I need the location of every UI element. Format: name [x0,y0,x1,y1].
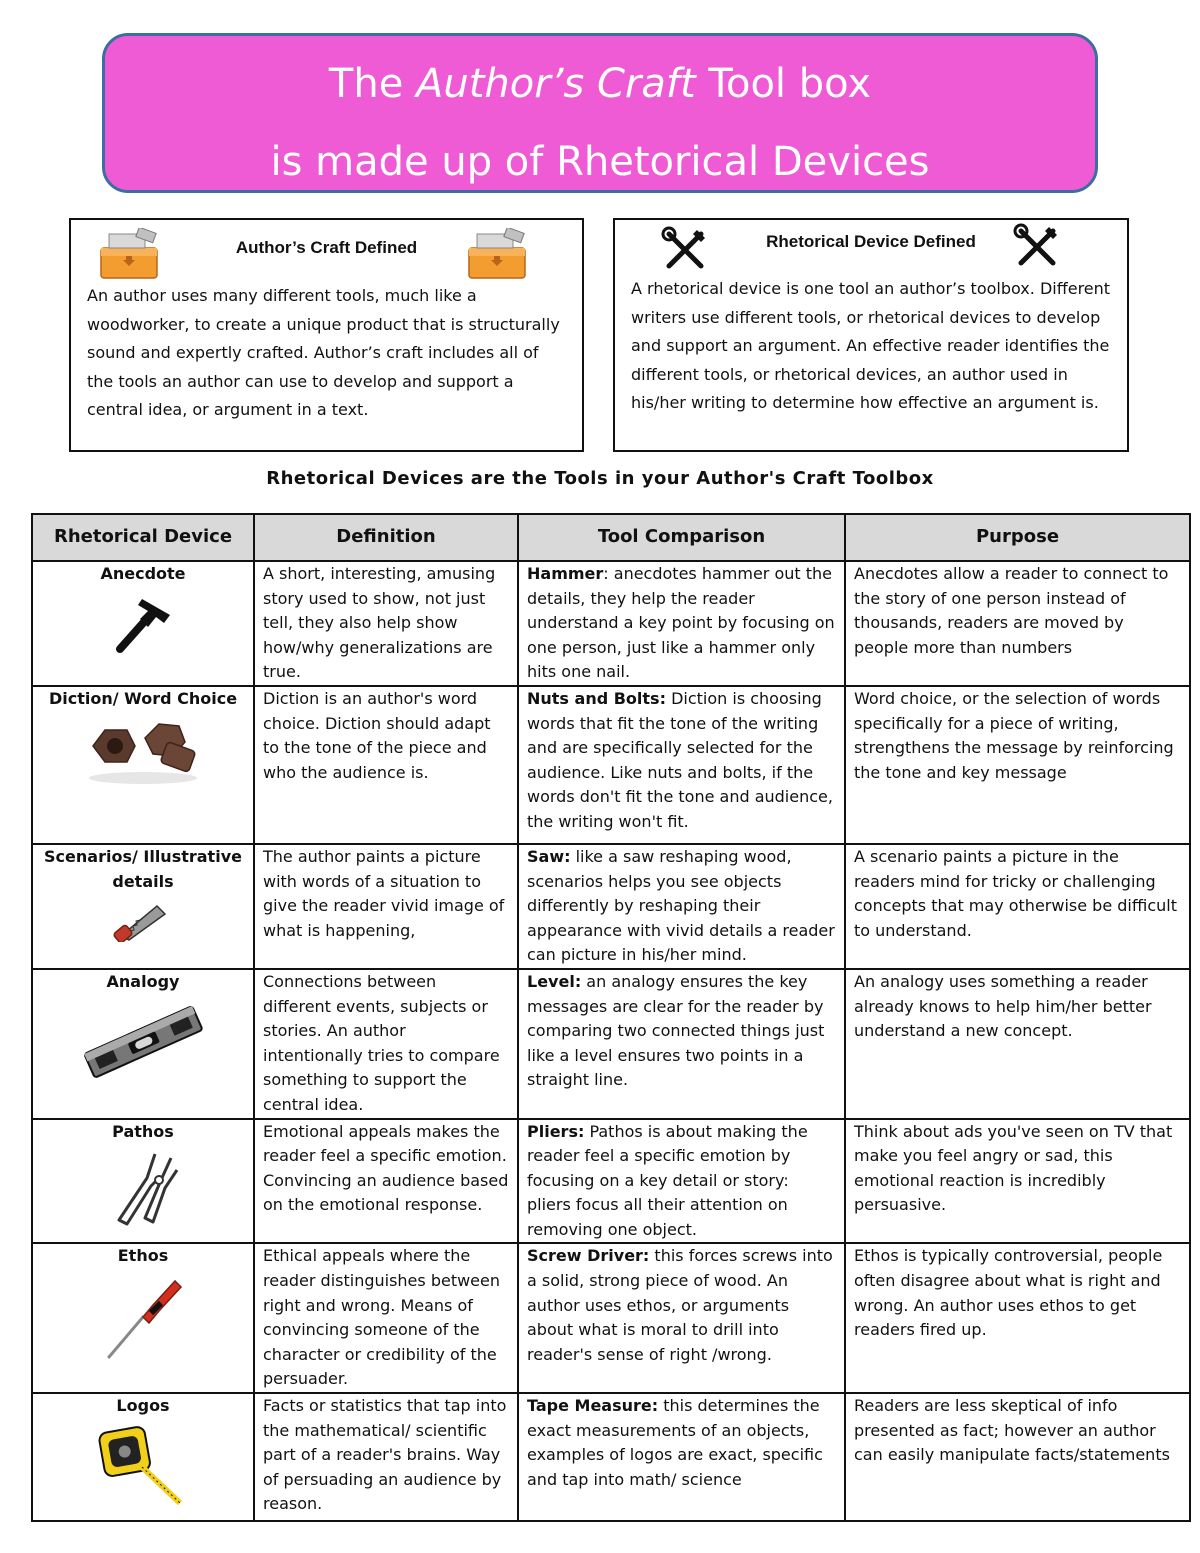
tool-name: Tape Measure: [527,1396,659,1416]
device-name: Ethos [117,1246,169,1266]
banner-title-prefix: The [328,61,417,107]
device-name: Logos [116,1396,170,1416]
rhetorical-device-box [613,218,1129,452]
definition-cell: Emotional appeals makes the reader feel a specific emotion. Convincing an audience based on the emotional response. [254,1119,518,1244]
device-cell [32,1243,254,1393]
comparison-cell [518,844,845,969]
banner-title-italic: Author’s Craft [416,61,696,107]
definition-cell: The author paints a picture with words of a situation to give the reader vivid image of what is happening, [254,844,518,969]
table-row [32,1119,1190,1244]
tool-name: Pliers: [527,1121,585,1141]
device-name: Scenarios/ Illustrative details [44,846,242,891]
purpose-cell: Anecdotes allow a reader to connect to the story of one person instead of thousands, readers are moved by people more than numbers [845,561,1190,686]
purpose-cell: Ethos is typically controversial, people often disagree about what is right and wrong. An author uses ethos to get readers fired up. [845,1243,1190,1393]
device-name: Diction/ Word Choice [48,688,238,708]
tool-name: Nuts and Bolts: [527,688,666,708]
title-banner [102,33,1098,193]
level-icon [78,999,208,1083]
tool-name: Screw Driver: [527,1246,650,1266]
comparison-text: anecdotes hammer out the details, they help the reader understand a key point by focusing on one person, just like a hammer only hits one nail. [527,564,835,682]
comparison-cell [518,561,845,686]
comparison-cell [518,686,845,844]
tool-name: Level: [527,971,582,991]
saw-icon [113,898,173,942]
purpose-cell: Readers are less skeptical of info presented as fact; however an author can easily manipulate facts/statements [845,1393,1190,1521]
device-cell [32,686,254,844]
tape-measure-icon [98,1423,188,1507]
table-header-row [32,514,1190,561]
definition-cell: Facts or statistics that tap into the mathematical/ scientific part of a reader's brains. Way of persuading an audience by reason. [254,1393,518,1521]
table-row [32,969,1190,1119]
device-name: Anecdote [100,564,186,583]
purpose-cell: An analogy uses something a reader already knows to help him/her better understand a new concept. [845,969,1190,1119]
definition-cell: Ethical appeals where the reader distinguishes between right and wrong. Means of convincing someone of the character or credibility of the persuader. [254,1243,518,1393]
banner-title-suffix: Tool box [695,61,872,107]
comparison-cell [518,969,845,1119]
definition-cell: Diction is an author's word choice. Diction should adapt to the tone of the piece and who the audience is. [254,686,518,844]
authors-craft-box [69,218,584,452]
authors-craft-body: An author uses many different tools, much like a woodworker, to create a unique product that is structurally sound and expertly crafted. Author’s craft includes all of the tools an author can use to develop and support a central idea, or argument in a text. [87,286,560,419]
comparison-cell [518,1119,845,1244]
device-cell [32,561,254,686]
purpose-cell: Word choice, or the selection of words specifically for a piece of writing, strengthens the message by reinforcing the tone and key message [845,686,1190,844]
column-header: Purpose [845,514,1190,561]
table-row [32,844,1190,969]
purpose-cell: A scenario paints a picture in the readers mind for tricky or challenging concepts that may otherwise be difficult to understand. [845,844,1190,969]
definition-cell: Connections between different events, subjects or stories. An author intentionally tries to compare something to support the central idea. [254,969,518,1119]
device-cell [32,1393,254,1521]
tool-name: Saw: [527,846,571,866]
device-cell [32,1119,254,1244]
comparison-cell [518,1243,845,1393]
purpose-cell: Think about ads you've seen on TV that make you feel angry or sad, this emotional reaction is incredibly persuasive. [845,1119,1190,1244]
device-cell [32,969,254,1119]
nut-and-bolt-icon [83,716,203,786]
comparison-cell [518,1393,845,1521]
column-header: Definition [254,514,518,561]
table-row [32,1393,1190,1521]
table-row [32,686,1190,844]
rhetorical-device-body: A rhetorical device is one tool an author’s toolbox. Different writers use different tools, or rhetorical devices to develop and support an argument. An effective reader identifies the different tools, or rhetorical devices, an author used in his/her writing to determine how effective an argument is. [631,279,1111,412]
comparison-text: like a saw reshaping wood, scenarios helps you see objects differently by reshaping their appearance with vivid details a reader can picture in his/her mind. [527,846,835,965]
rhetorical-device-title: Rhetorical Device Defined [766,232,976,251]
device-name: Analogy [106,971,180,991]
tool-name: Hammer [527,564,604,583]
definition-cell: A short, interesting, amusing story used to show, not just tell, they also help show how/why generalizations are true. [254,561,518,686]
device-name: Pathos [112,1121,174,1141]
column-header: Tool Comparison [518,514,845,561]
screwdriver-icon [103,1273,183,1363]
hammer-icon [108,591,178,655]
comparison-text: this determines the exact measurements of an objects, examples of logos are exact, specific and tap into math/ science [527,1396,823,1489]
comparison-text: Pathos is about making the reader feel a specific emotion by focusing on a key detail or story: pliers focus all their attention on removing one object. [527,1121,808,1239]
comparison-text: an analogy ensures the key messages are clear for the reader by comparing two connected things just like a level ensures two points in a straight line. [527,971,825,1090]
comparison-text: Diction is choosing words that fit the tone of the writing and are specifically selected for the audience. Like nuts and bolts, if the words don't fit the tone and audience, the writing won't fit. [527,688,833,831]
banner-title [105,56,1095,112]
column-header: Rhetorical Device [32,514,254,561]
pliers-icon [105,1148,181,1228]
rhetorical-devices-table [31,513,1191,1522]
tool-separator: : [603,564,609,583]
table-row [32,1243,1190,1393]
banner-subtitle: is made up of Rhetorical Devices [270,139,930,185]
comparison-text: this forces screws into a solid, strong piece of wood. An author uses ethos, or arguments about what is moral to drill into reader's sense of right /wrong. [527,1246,833,1364]
table-row [32,561,1190,686]
authors-craft-title: Author’s Craft Defined [235,238,418,257]
device-cell [32,844,254,969]
section-subheading: Rhetorical Devices are the Tools in your Author's Craft Toolbox [266,468,934,489]
